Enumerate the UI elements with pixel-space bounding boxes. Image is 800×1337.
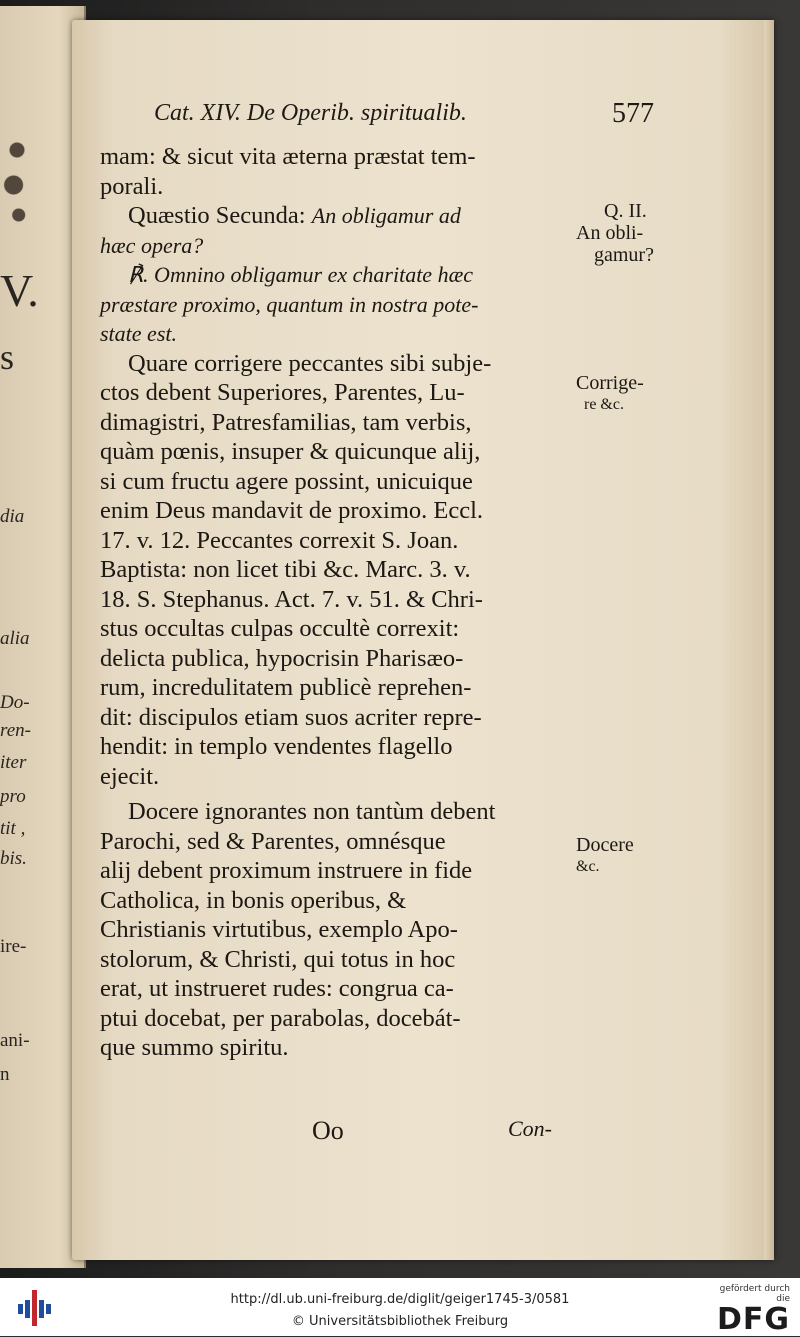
question-heading — [100, 201, 574, 231]
dfg-caption: gefördert durch die — [719, 1284, 790, 1304]
text-line: ejecit. — [100, 762, 160, 790]
text-line: state est. — [100, 321, 177, 346]
text-line: ptui docebat, per parabolas, docebát- — [100, 1004, 461, 1032]
text-line: dit: discipulos etiam suos acriter repre- — [100, 703, 482, 731]
text-line: Christianis virtutibus, exemplo Apo- — [100, 916, 458, 943]
left-fragment: bis. — [0, 848, 27, 869]
margin-note — [576, 372, 644, 416]
body-text — [100, 142, 574, 1063]
margin-note — [576, 834, 634, 878]
text-line: Baptista: non licet tibi &c. Marc. 3. v. — [100, 556, 471, 583]
text-line: Parochi, sed & Parentes, omnésque — [100, 827, 446, 855]
text-line: quàm pœnis, insuper & quicunque alij, — [100, 438, 481, 465]
text-line: 18. S. Stephanus. Act. 7. v. 51. & Chri- — [100, 585, 483, 613]
text-line: dimagistri, Patresfamilias, tam verbis, — [100, 408, 472, 436]
text-line: An obligamur ad — [311, 203, 461, 228]
left-fragment: Do- — [0, 692, 30, 713]
text-line: mam: & sicut vita æterna præstat tem- — [100, 143, 476, 170]
left-fragment: iter — [0, 752, 27, 773]
page-foot — [312, 1116, 552, 1156]
left-fragment: tit , — [0, 818, 26, 839]
catchword: Con- — [508, 1116, 552, 1141]
text-line: que summo spiritu. — [100, 1034, 289, 1061]
text-line: rum, incredulitatem publicè reprehen- — [100, 674, 472, 701]
signature-mark: Oo — [312, 1116, 344, 1145]
text-line: alij debent proximum instruere in fide — [100, 857, 473, 884]
margin-note-line: An obli- — [576, 222, 644, 244]
left-fragment: pro — [0, 786, 26, 807]
permalink-url[interactable]: http://dl.ub.uni-freiburg.de/diglit/geiger1745-3/0581 — [230, 1292, 570, 1307]
text-line: delicta publica, hypocrisin Pharisæo- — [100, 644, 464, 672]
left-fragment: s — [0, 337, 15, 377]
running-header — [154, 100, 654, 140]
text-line: porali. — [100, 172, 164, 200]
page-number: 577 — [612, 98, 654, 129]
text-line: Quæstio Secunda: — [128, 202, 312, 229]
text-line: ℟. Omnino obligamur ex charitate hæc — [128, 262, 474, 287]
viewer-footer — [0, 1278, 800, 1336]
left-fragment: ren- — [0, 720, 31, 741]
book-page — [72, 20, 774, 1260]
text-line: ctos debent Superiores, Parentes, Lu- — [100, 379, 465, 406]
text-line: stolorum, & Christi, qui totus in hoc — [100, 945, 456, 973]
margin-note — [576, 200, 654, 266]
margin-note-line: &c. — [576, 858, 600, 875]
dfg-wordmark: DFG — [716, 1302, 790, 1337]
text-line: erat, ut instrueret rudes: congrua ca- — [100, 975, 454, 1002]
text-line: hæc opera? — [100, 232, 204, 258]
ornament-icon — [0, 130, 34, 230]
text-line: hendit: in templo vendentes flagello — [100, 733, 453, 760]
page-edge — [764, 20, 774, 1260]
text-line: 17. v. 12. Peccantes correxit S. Joan. — [100, 526, 459, 554]
text-line: si cum fructu agere possint, unicuique — [100, 467, 473, 495]
margin-note-line: Docere — [576, 834, 634, 856]
margin-note-line: gamur? — [594, 244, 654, 266]
left-fragment: V. — [0, 265, 39, 316]
header-title: Cat. XIV. De Operib. spiritualib. — [154, 100, 467, 126]
dfg-logo[interactable] — [704, 1284, 790, 1337]
margin-note-line: re &c. — [584, 396, 624, 413]
text-line: enim Deus mandavit de proximo. Eccl. — [100, 497, 484, 524]
text-line: præstare proximo, quantum in nostra pote- — [100, 291, 479, 317]
margin-note-line: Q. II. — [604, 200, 647, 222]
left-fragment: ire- — [0, 936, 27, 957]
text-line: Catholica, in bonis operibus, & — [100, 886, 407, 914]
left-fragment: ani- — [0, 1030, 30, 1051]
left-fragment: n — [0, 1064, 10, 1085]
copyright-text: © Universitätsbibliothek Freiburg — [291, 1314, 509, 1329]
text-line: Quare corrigere peccantes sibi subje- — [128, 349, 492, 377]
text-line: Docere ignorantes non tantùm debent — [128, 798, 496, 825]
text-line: stus occultas culpas occultè correxit: — [100, 615, 460, 642]
left-fragment: alia — [0, 628, 30, 649]
margin-note-line: Corrige- — [576, 372, 644, 394]
left-fragment: dia — [0, 506, 25, 527]
